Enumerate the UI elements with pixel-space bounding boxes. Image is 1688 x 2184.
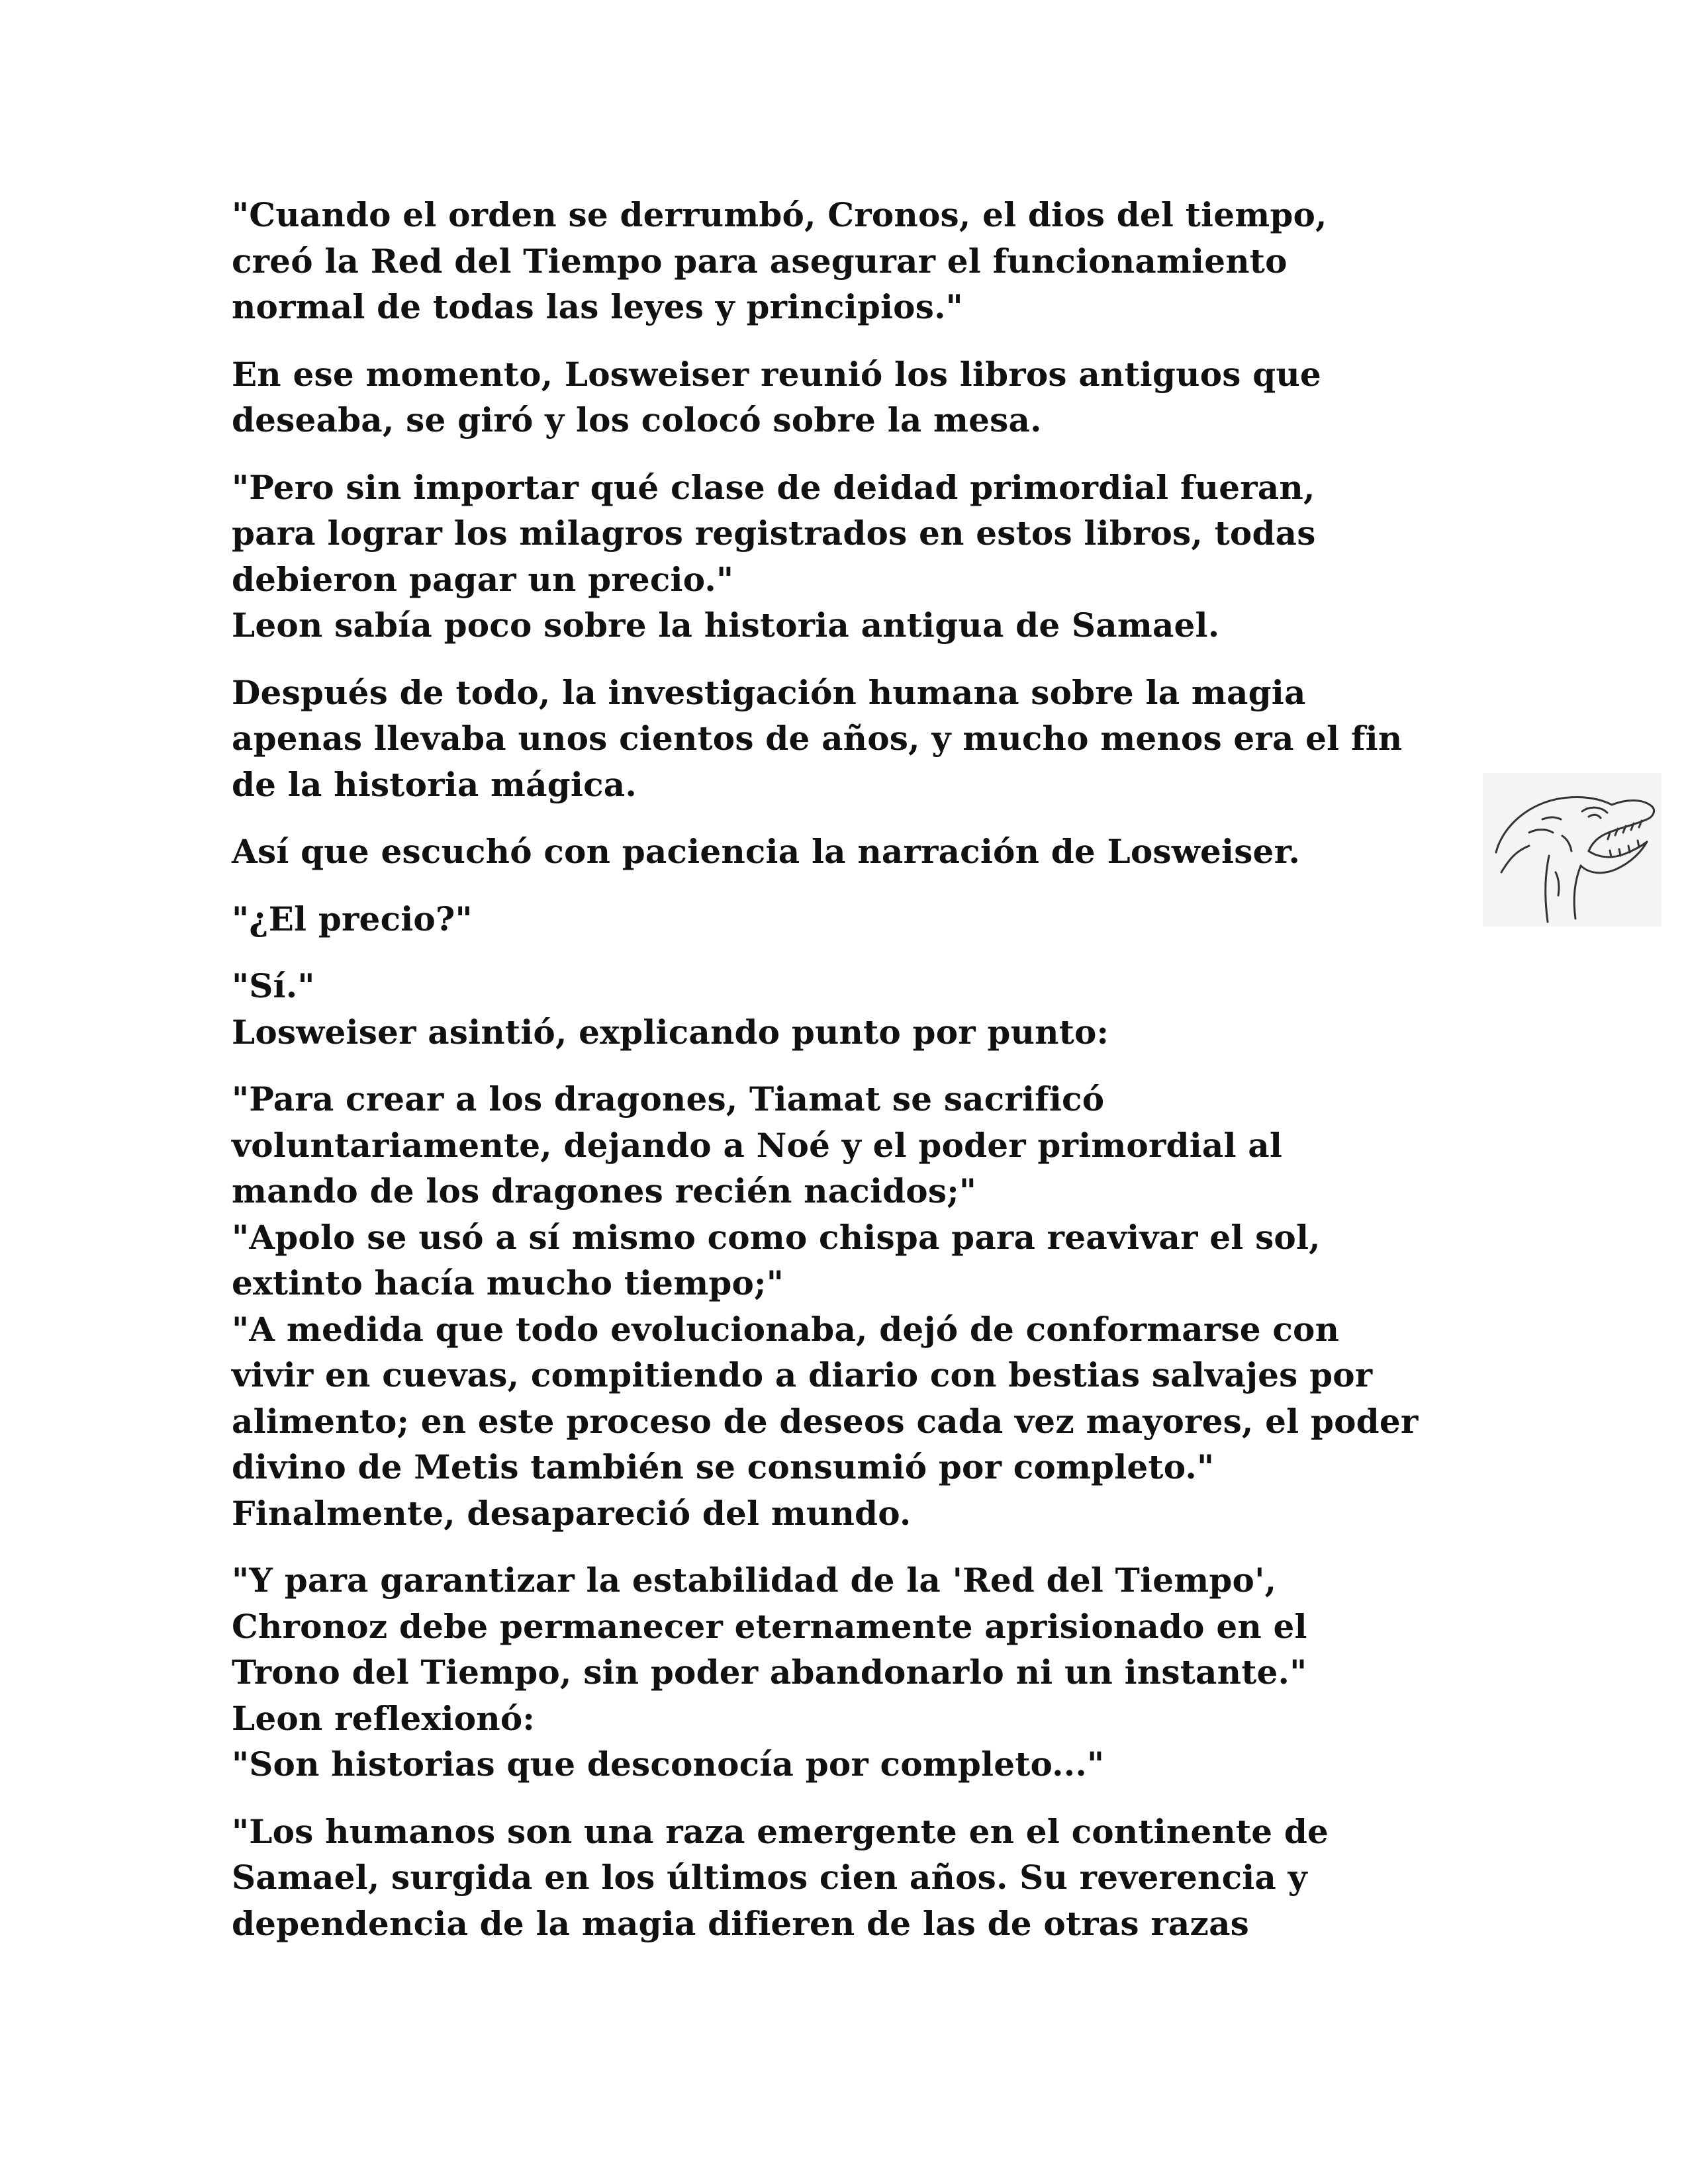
paragraph bbox=[232, 670, 1476, 808]
text-line: Chronoz debe permanecer eternamente aprisionado en el bbox=[232, 1606, 1307, 1646]
text-line: de la historia mágica. bbox=[232, 764, 637, 804]
text-line: divino de Metis también se consumió por completo." bbox=[232, 1447, 1215, 1486]
text-line: Trono del Tiempo, sin poder abandonarlo ni un instante." bbox=[232, 1653, 1307, 1692]
paragraph bbox=[232, 896, 1476, 942]
paragraph bbox=[232, 1076, 1476, 1536]
text-line: Samael, surgida en los últimos cien años. Su reverencia y bbox=[232, 1858, 1307, 1897]
text-line: voluntariamente, dejando a Noé y el poder primordial al bbox=[232, 1125, 1283, 1165]
text-line: extinto hacía mucho tiempo;" bbox=[232, 1263, 784, 1302]
text-line: "Para crear a los dragones, Tiamat se sacrificó bbox=[232, 1079, 1105, 1118]
text-line: "A medida que todo evolucionaba, dejó de conformarse con bbox=[232, 1309, 1340, 1349]
text-line: mando de los dragones recién nacidos;" bbox=[232, 1171, 977, 1210]
text-line: "Pero sin importar qué clase de deidad primordial fueran, bbox=[232, 467, 1315, 507]
paragraph bbox=[232, 192, 1476, 330]
text-line: Finalmente, desapareció del mundo. bbox=[232, 1493, 912, 1533]
text-line: alimento; en este proceso de deseos cada vez mayores, el poder bbox=[232, 1401, 1419, 1441]
dinosaur-head-sketch-icon bbox=[1483, 773, 1662, 927]
text-line: "Y para garantizar la estabilidad de la 'Red del Tiempo', bbox=[232, 1561, 1277, 1600]
paragraph bbox=[232, 351, 1476, 443]
text-line: debieron pagar un precio." bbox=[232, 559, 734, 599]
paragraph bbox=[232, 963, 1476, 1055]
text-line: "Apolo se usó a sí mismo como chispa para reavivar el sol, bbox=[232, 1217, 1321, 1257]
text-line: Leon sabía poco sobre la historia antigua de Samael. bbox=[232, 606, 1220, 645]
text-line: "Son historias que desconocía por completo..." bbox=[232, 1745, 1105, 1784]
text-line: "¿El precio?" bbox=[232, 899, 473, 938]
text-line: creó la Red del Tiempo para asegurar el funcionamiento bbox=[232, 241, 1288, 281]
text-line: Leon reflexionó: bbox=[232, 1698, 536, 1738]
text-line: En ese momento, Losweiser reunió los libros antiguos que bbox=[232, 354, 1321, 394]
text-line: "Sí." bbox=[232, 966, 315, 1005]
text-line: dependencia de la magia difieren de las de otras razas bbox=[232, 1903, 1250, 1943]
paragraph bbox=[232, 829, 1476, 875]
paragraph bbox=[232, 1809, 1476, 1947]
text-line: Losweiser asintió, explicando punto por punto: bbox=[232, 1012, 1109, 1052]
paragraph bbox=[232, 465, 1476, 649]
text-line: apenas llevaba unos cientos de años, y mucho menos era el fin bbox=[232, 719, 1403, 758]
text-line: Después de todo, la investigación humana sobre la magia bbox=[232, 672, 1306, 712]
text-line: vivir en cuevas, compitiendo a diario con bestias salvajes por bbox=[232, 1355, 1373, 1394]
text-line: para lograr los milagros registrados en estos libros, todas bbox=[232, 514, 1316, 553]
body-text bbox=[232, 192, 1476, 1968]
text-line: Así que escuchó con paciencia la narración de Losweiser. bbox=[232, 832, 1301, 871]
paragraph bbox=[232, 1557, 1476, 1788]
text-line: "Los humanos son una raza emergente en el continente de bbox=[232, 1811, 1329, 1851]
text-line: deseaba, se giró y los colocó sobre la mesa. bbox=[232, 400, 1042, 439]
text-line: normal de todas las leyes y principios." bbox=[232, 287, 963, 326]
text-line: "Cuando el orden se derrumbó, Cronos, el dios del tiempo, bbox=[232, 195, 1327, 234]
